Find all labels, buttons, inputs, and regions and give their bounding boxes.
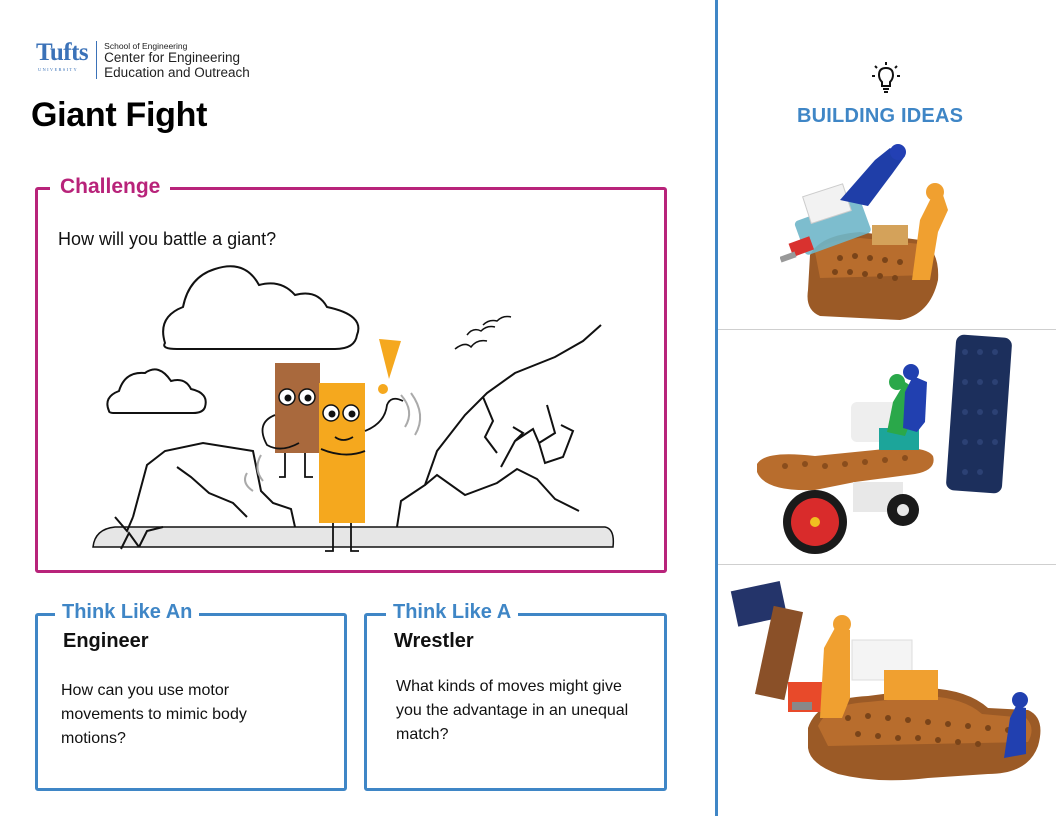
logo-center-line2: Education and Outreach: [104, 64, 250, 80]
cart-with-shield-model-image: [755, 332, 1015, 557]
building-ideas-heading: BUILDING IDEAS: [797, 105, 964, 127]
lightbulb-icon: [871, 60, 901, 94]
wrestler-heading: Think Like A: [386, 601, 518, 624]
page-title: Giant Fight: [31, 96, 208, 134]
wrestler-question: What kinds of moves might give you the advantage in an unequal match?: [396, 678, 629, 743]
engineer-subheading: Engineer: [63, 630, 149, 652]
column-divider: [715, 0, 718, 816]
engineer-question: How can you use motor movements to mimic body motions?: [61, 682, 247, 747]
challenge-illustration: [85, 255, 625, 555]
wrestler-subheading: Wrestler: [394, 630, 474, 652]
challenge-text: How will you battle a giant?: [58, 229, 277, 249]
logo-university: UNIVERSITY: [38, 67, 78, 72]
logo-divider: [96, 41, 97, 79]
catapult-model-image: [780, 140, 950, 325]
logo-center-line1: Center for Engineering: [104, 50, 241, 65]
row-divider: [718, 329, 1056, 330]
logo-wordmark: Tufts: [36, 39, 89, 66]
lever-arm-model-image: [728, 578, 1048, 788]
logo-text: [104, 40, 250, 80]
challenge-heading: Challenge: [50, 175, 170, 199]
engineer-heading: Think Like An: [55, 601, 199, 624]
row-divider: [718, 564, 1056, 565]
tufts-logo: [36, 40, 250, 84]
logo-school: School of Engineering: [104, 41, 188, 51]
